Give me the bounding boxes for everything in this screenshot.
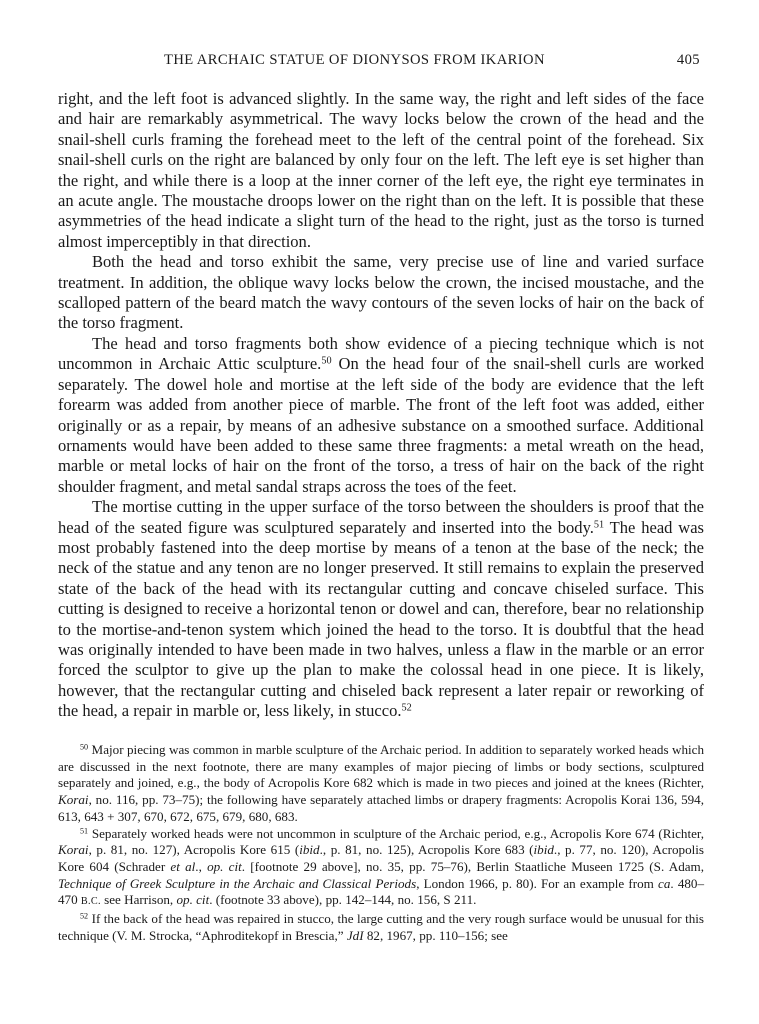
- footnote-51-italic: Korai: [58, 842, 89, 858]
- footnote-51-text: . (footnote 33 above), pp. 142–144, no. 156, S 211.: [209, 892, 477, 908]
- body-text: [58, 89, 704, 722]
- footnote-52-text: 82, 1967, pp. 110–156; see: [363, 927, 508, 943]
- paragraph-4: [58, 497, 704, 721]
- footnote-50-text: , no. 116, pp. 73–75); the following have separately attached limbs or drapery fragments: Acropolis Korai 136, 594, 613, 643 + 307, 670, 672, 675, 679, 680, 683.: [58, 792, 704, 824]
- footnote-51-text: ., p. 81, no. 125), Acropolis Kore 683 (: [319, 842, 534, 858]
- footnote-51-italic: ca: [658, 875, 671, 891]
- footnote-ref-51: 51: [593, 518, 605, 530]
- footnote-51-italic: ibid: [299, 842, 320, 858]
- footnotes: [58, 742, 704, 944]
- footnote-52-italic: JdI: [346, 927, 364, 943]
- footnote-ref-52: 52: [401, 702, 412, 714]
- footnote-51-text: Separately worked heads were not uncommon in sculpture of the Archaic period, e.g., Acropolis Kore 674 (Richter,: [88, 825, 704, 841]
- paragraph-3: [58, 334, 704, 497]
- footnote-51-italic: et al: [170, 858, 196, 874]
- footnote-51-text: .,: [195, 858, 208, 874]
- footnote-51-text: see Harrison,: [100, 892, 177, 908]
- footnote-51-text: . 480–470: [58, 875, 705, 908]
- footnote-51-smallcaps: B.C.: [80, 896, 101, 908]
- running-title: THE ARCHAIC STATUE OF DIONYSOS FROM IKARION: [164, 52, 545, 68]
- footnote-51: [58, 826, 704, 912]
- footnote-50-number: 50: [80, 742, 89, 752]
- footnote-51-italic: op. cit: [207, 858, 242, 874]
- page-number: 405: [676, 52, 700, 68]
- footnote-51-text: , p. 81, no. 127), Acropolis Kore 615 (: [88, 842, 300, 858]
- footnote-51-italic: ibid: [533, 842, 554, 858]
- footnote-51-number: 51: [80, 826, 89, 836]
- footnote-ref-50: 50: [321, 355, 332, 367]
- paragraph-4-text-a: The mortise cutting in the upper surface of the torso between the shoulders is proof that the head of the seated figure was sculptured separately and inserted into the body.: [58, 497, 704, 537]
- footnote-51-text: . [footnote 29 above], no. 35, pp. 75–76), Berlin Staatliche Museen 1725 (S. Adam,: [241, 858, 705, 874]
- footnote-51-italic: Technique of Greek Sculpture in the Archaic and Classical Periods: [58, 875, 417, 891]
- paragraph-2: [58, 252, 704, 334]
- paragraph-1-text: right, and the left foot is advanced slightly. In the same way, the right and left sides of the face and hair are remarkably asymmetrical. The wavy locks below the crown of the head and the snail-shell curls framing the forehead meet to the left of the central point of the forehead. Six snail-shell curls on the right are balanced by only four on the left. The left eye is set higher than the right, and while there is a loop at the inner corner of the left eye, the right eye terminates in an acute angle. The moustache droops lower on the right than on the left. It is possible that these asymmetries of the head indicate a slight turn of the head to the right, just as the torso is turned almost imperceptibly in that direction.: [58, 89, 704, 251]
- paragraph-4-text-b: The head was most probably fastened into the deep mortise by means of a tenon at the base of the neck; the neck of the statue and any tenon are no longer preserved. It still remains to explain the preserved state of the back of the head with its rectangular cutting and concave chiseled surface. This cutting is designed to receive a horizontal tenon or dowel and can, therefore, bear no relationship to the mortise-and-tenon system which joined the head to the torso. It is doubtful that the head was originally intended to have been made in two halves, unless a flaw in the marble or an error forced the sculptor to give up the plan to make the colossal head in one piece. It is likely, however, that the rectangular cutting and chiseled back represent a later repair or reworking of the head, a repair in marble or, less likely, in stucco.: [58, 517, 704, 721]
- footnote-50: [58, 742, 704, 826]
- footnote-52-text: If the back of the head was repaired in stucco, the large cutting and the very rough surface would be unusual for this technique (V. M. Strocka, “Aphroditekopf in Brescia,”: [58, 911, 704, 943]
- paragraph-3-text-b: On the head four of the snail-shell curls are worked separately. The dowel hole and mortise at the left side of the body are evidence that the left forearm was added from another piece of marble. The front of the left foot was added, either originally or as a repair, by means of an adhesive substance on a smoothed surface. Additional ornaments would have been added to these same three fragments: a metal wreath on the head, marble or metal locks of hair on the front of the torso, a tress of hair on the back of the right shoulder fragment, and metal sandal straps across the toes of the feet.: [58, 354, 704, 496]
- running-header: [58, 52, 700, 74]
- footnote-51-text: , London 1966, p. 80). For an example from: [416, 875, 659, 891]
- footnote-52-number: 52: [80, 911, 89, 921]
- footnote-50-italic: Korai: [58, 792, 89, 808]
- footnote-51-italic: op. cit: [176, 892, 210, 908]
- paragraph-2-text: Both the head and torso exhibit the same, very precise use of line and varied surface treatment. In addition, the oblique wavy locks below the crown, the incised moustache, and the scalloped pattern of the beard match the wavy contours of the seven locks of hair on the back of the torso fragment.: [58, 252, 704, 333]
- paragraph-1: [58, 89, 704, 252]
- paragraph-3-text-a: The head and torso fragments both show evidence of a piecing technique which is not uncommon in Archaic Attic sculpture.: [58, 333, 704, 374]
- footnote-51-text: ., p. 77, no. 120), Acropolis Kore 604 (Schrader: [58, 842, 705, 874]
- footnote-52: [58, 911, 704, 944]
- footnote-50-text: Major piecing was common in marble sculpture of the Archaic period. In addition to separately worked heads which are discussed in the next footnote, there are many examples of major piecing of limbs or body sections, sculptured separately and joined, e.g., the body of Acropolis Kore 682 which is made in two pieces and joined at the knees (Richter,: [58, 742, 704, 791]
